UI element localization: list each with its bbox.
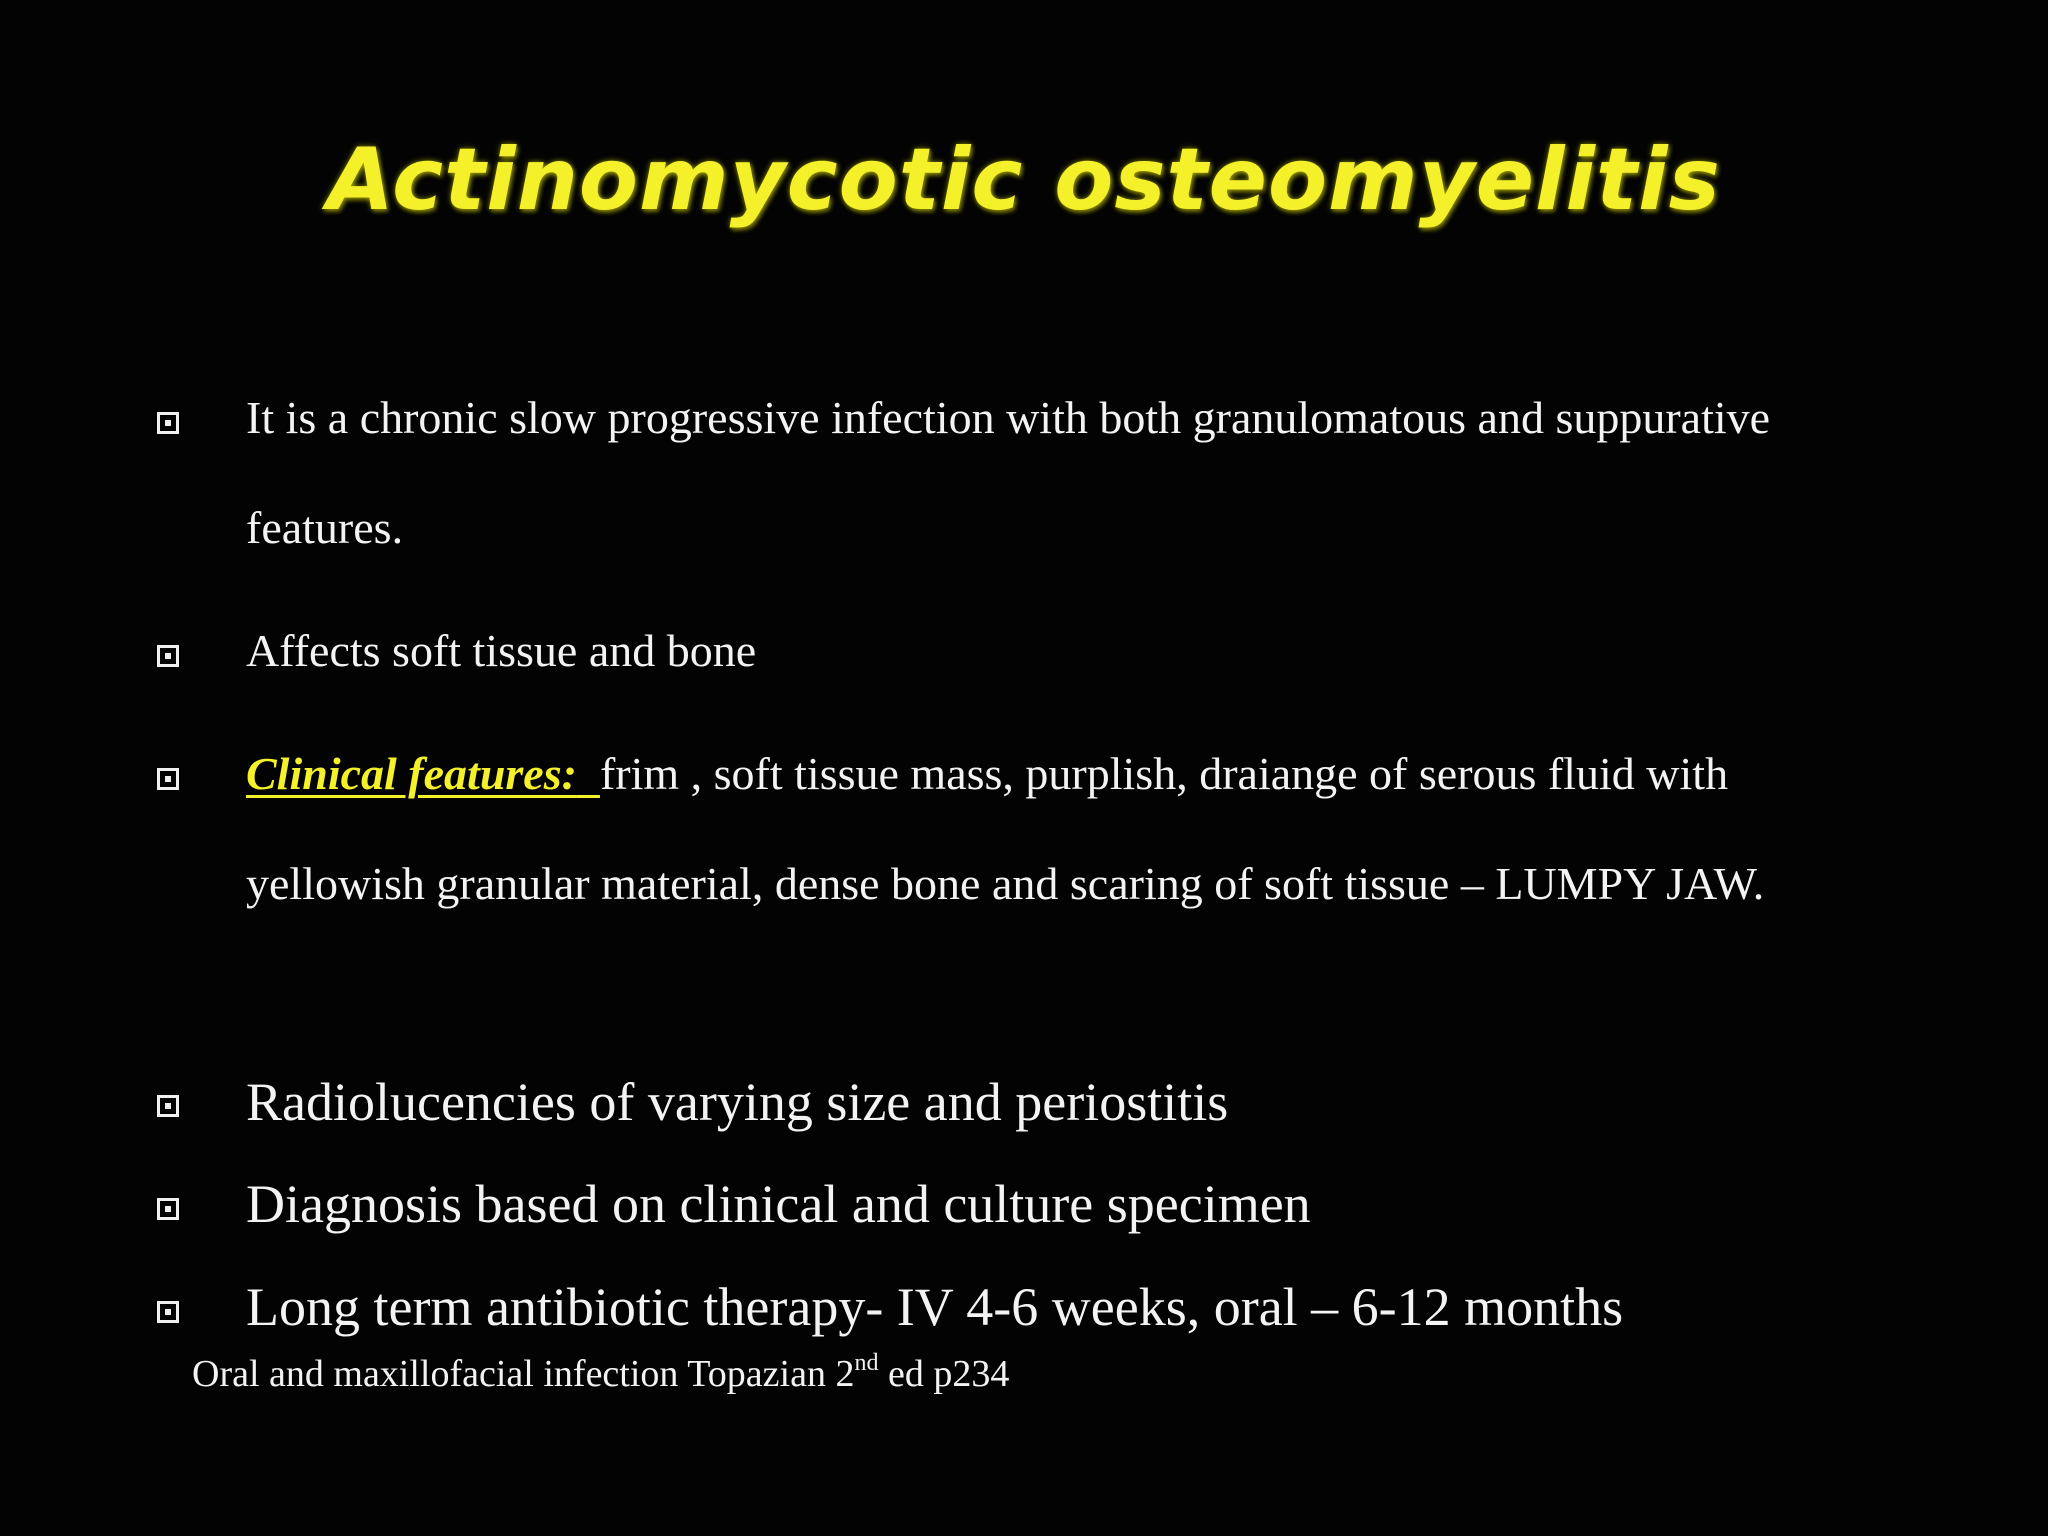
reference-text: Oral and maxillofacial infection Topazian 2 [192, 1353, 855, 1395]
square-bullet-icon [157, 1095, 179, 1117]
reference-text-end: ed p234 [878, 1353, 1010, 1395]
square-bullet-icon [157, 768, 179, 790]
bullet-text-clinical [246, 719, 1886, 939]
square-bullet-icon [157, 1301, 179, 1323]
label-underline-gap [577, 748, 600, 799]
square-bullet-icon [157, 412, 179, 434]
bullet-text: Long term antibiotic therapy- IV 4-6 weeks, oral – 6-12 months [246, 1277, 1624, 1337]
reference-superscript: nd [854, 1350, 879, 1376]
bullet-text: Radiolucencies of varying size and periostitis [246, 1072, 1229, 1132]
square-bullet-icon [157, 645, 179, 667]
bullet-text: It is a chronic slow progressive infection with both granulomatous and suppurative features. [246, 392, 1771, 553]
bullet-text: Diagnosis based on clinical and culture specimen [246, 1174, 1311, 1234]
slide-title: Actinomycotic osteomyelitis [327, 130, 1721, 230]
bullet-text: Affects soft tissue and bone [246, 625, 757, 676]
clinical-features-label: Clinical features: [246, 748, 577, 799]
square-bullet-icon [157, 1198, 179, 1220]
clinical-features-text: frim , soft tissue mass, purplish, draiange of serous fluid with yellowish granular material, dense bone and scaring of soft tissue – LUMPY JAW. [246, 748, 1765, 909]
reference-citation [192, 1352, 1009, 1396]
